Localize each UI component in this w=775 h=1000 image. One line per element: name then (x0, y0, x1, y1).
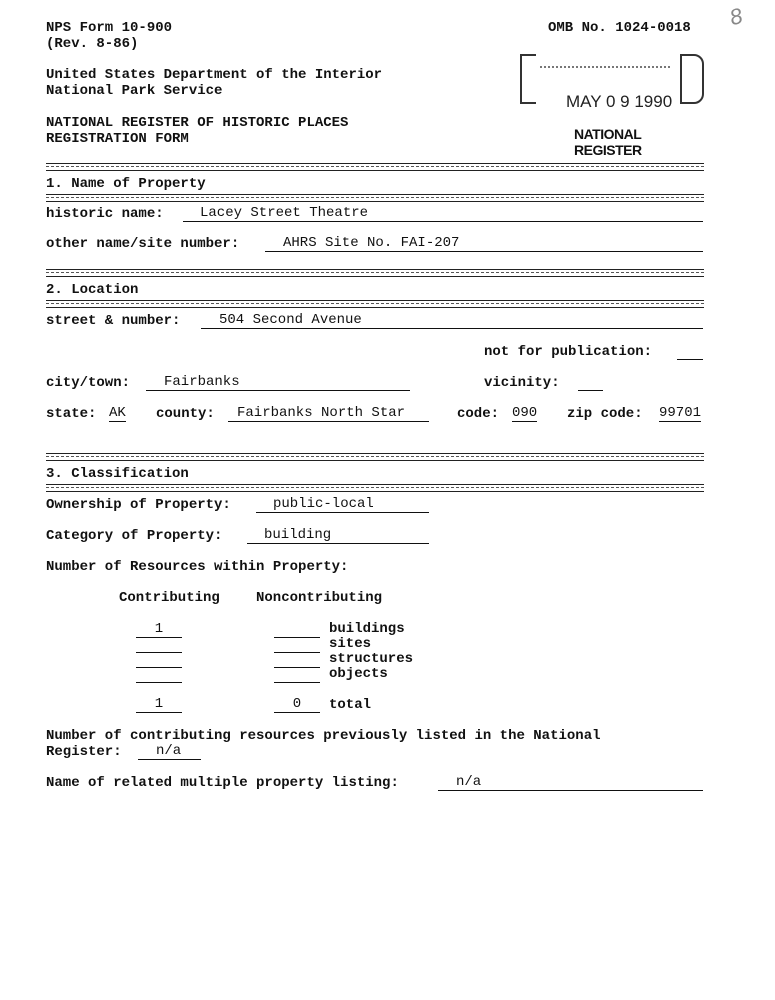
county-label: county: (156, 406, 215, 422)
section3-top-rule (46, 453, 704, 461)
city-field[interactable] (146, 374, 410, 391)
column-contributing: Contributing (119, 590, 220, 606)
resource-label-total: total (329, 697, 372, 713)
form-title: REGISTRATION FORM (46, 131, 189, 147)
stamp-date: MAY 0 9 1990 (566, 92, 673, 111)
zip-field[interactable] (659, 405, 701, 422)
state-label: state: (46, 406, 97, 422)
multiple-property-field[interactable] (438, 774, 703, 791)
corner-handwritten-mark: 8 (726, 2, 746, 31)
not-for-publication-label: not for publication: (484, 344, 653, 360)
contributing-objects-field[interactable] (136, 666, 182, 683)
historic-name-label: historic name: (46, 206, 164, 222)
street-label: street & number: (46, 313, 181, 329)
form-number: NPS Form 10-900 (46, 20, 173, 36)
stamp-bracket-right (680, 54, 704, 104)
contributing-total-value: 1 (154, 696, 164, 712)
resource-label-buildings: buildings (329, 621, 405, 637)
vicinity-label: vicinity: (484, 375, 560, 391)
stamp-national: NATIONAL (574, 126, 642, 142)
vicinity-field[interactable] (578, 389, 603, 391)
stamp-register: REGISTER (574, 142, 642, 158)
zip-label: zip code: (567, 406, 643, 422)
category-field[interactable] (247, 527, 429, 544)
resource-label-sites: sites (329, 636, 372, 652)
code-value: 090 (512, 405, 538, 421)
street-value: 504 Second Avenue (219, 312, 362, 328)
contributing-total-field[interactable] (136, 696, 182, 713)
section3-bottom-rule (46, 484, 704, 492)
street-field[interactable] (201, 312, 703, 329)
stamp-bracket-left (520, 54, 536, 104)
resource-label-objects: objects (329, 666, 388, 682)
column-noncontributing: Noncontributing (256, 590, 383, 606)
other-name-label: other name/site number: (46, 236, 240, 252)
stamp-dashes (540, 66, 670, 68)
previously-listed-value: n/a (156, 743, 182, 759)
service-name: National Park Service (46, 83, 223, 99)
code-label: code: (457, 406, 500, 422)
ownership-label: Ownership of Property: (46, 497, 231, 513)
noncontributing-total-field[interactable] (274, 696, 320, 713)
county-field[interactable] (228, 405, 429, 422)
category-label: Category of Property: (46, 528, 223, 544)
other-name-value: AHRS Site No. FAI-207 (283, 235, 460, 251)
other-name-field[interactable] (265, 235, 703, 252)
state-field[interactable] (109, 405, 126, 422)
previously-listed-line: Number of contributing resources previously listed in the National (46, 728, 601, 744)
multiple-property-label: Name of related multiple property listing: (46, 775, 399, 791)
resources-label: Number of Resources within Property: (46, 559, 349, 575)
code-field[interactable] (512, 405, 537, 422)
state-value: AK (109, 405, 126, 421)
city-value: Fairbanks (164, 374, 240, 390)
form-revision: (Rev. 8-86) (46, 36, 139, 52)
resource-label-structures: structures (329, 651, 414, 667)
previously-listed-label: Register: (46, 744, 122, 760)
ownership-field[interactable] (256, 496, 429, 513)
department-name: United States Department of the Interior (46, 67, 383, 83)
category-value: building (264, 527, 332, 543)
section2-title: 2. Location (46, 282, 139, 298)
omb-number: OMB No. 1024-0018 (548, 20, 691, 36)
not-for-publication-field[interactable] (677, 358, 703, 360)
county-value: Fairbanks North Star (237, 405, 406, 421)
multiple-property-value: n/a (456, 774, 482, 790)
section1-bottom-rule (46, 194, 704, 202)
noncontributing-objects-field[interactable] (274, 666, 320, 683)
previously-listed-field[interactable] (138, 743, 201, 760)
noncontributing-total-value: 0 (292, 696, 302, 712)
section3-title: 3. Classification (46, 466, 189, 482)
register-title: NATIONAL REGISTER OF HISTORIC PLACES (46, 115, 349, 131)
section2-bottom-rule (46, 300, 704, 308)
contributing-buildings-value: 1 (154, 621, 164, 637)
section1-title: 1. Name of Property (46, 176, 206, 192)
city-label: city/town: (46, 375, 131, 391)
zip-value: 99701 (659, 405, 702, 421)
ownership-value: public-local (273, 496, 374, 512)
section2-top-rule (46, 269, 704, 277)
historic-name-field[interactable] (183, 205, 703, 222)
section1-top-rule (46, 163, 704, 171)
historic-name-value: Lacey Street Theatre (200, 205, 369, 221)
